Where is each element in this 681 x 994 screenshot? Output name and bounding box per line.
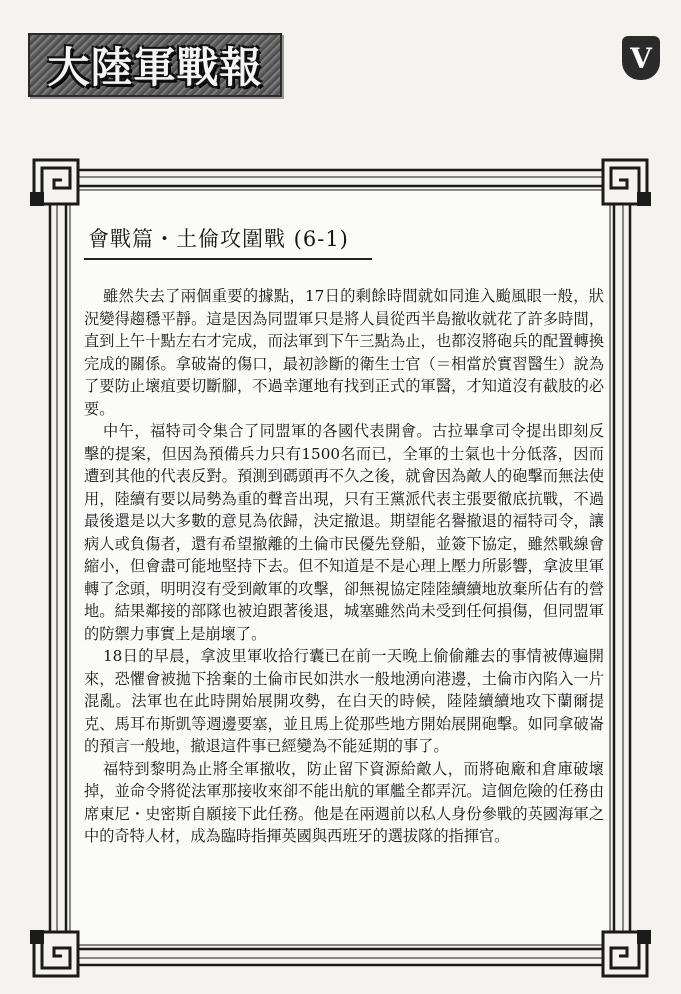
paragraph: 中午，福特司令集合了同盟軍的各國代表開會。古拉畢拿司令提出即刻反擊的提案，但因為預備兵力只有1500名而已，全軍的士氣也十分低落，因而遭到其他的代表反對。預測到碼頭再不久之後，就會因為敵人的砲擊而無法使用，陸續有要以局勢為重的聲音出現，只有王黨派代表主張要徹底抗戰，不過最後還是以大多數的意見為依歸，決定撤退。期望能名譽撤退的福特司令，讓病人或負傷者，還有希望撤離的土倫市民優先登船，並簽下協定，雖然戰線會縮小，但會盡可能地堅持下去。但不知道是不是心理上壓力所影響，拿波里軍轉了念頭，明明沒有受到敵軍的攻擊，卻無視協定陸陸續續地放棄所佔有的營地。結果鄰接的部隊也被迫跟著後退，城塞雖然尚未受到任何損傷，但同盟軍的防禦力事實上是崩壞了。	[84, 422, 604, 643]
paragraph: 福特到黎明為止將全軍撤收，防止留下資源給敵人，而將砲廠和倉庫破壞掉，並命令將從法軍那接收來卻不能出航的軍艦全都弄沉。這個危險的任務由席東尼・史密斯自願接下此任務。他是在兩週前以私人身份參戰的英國海軍之中的奇特人材，成為臨時指揮英國與西班牙的選拔隊的指揮官。	[84, 759, 604, 845]
corner-ornament-top-left	[30, 160, 78, 206]
corner-ornament-bottom-left	[30, 930, 78, 976]
banner-title: 大陸軍戰報	[47, 43, 263, 92]
volume-badge: V	[622, 36, 660, 80]
title-underline	[84, 258, 372, 260]
paragraph: 18日的早晨，拿波里軍收拾行囊已在前一天晚上偷偷離去的事情被傳遍開來，恐懼會被拋下捨棄的土倫市民如洪水一般地湧向港邊，土倫市內陷入一片混亂。法軍也在此時開始展開攻勢，在白天的時候，陸陸續續地攻下蘭爾提克、馬耳布斯凱等週邊要塞，並且馬上從那些地方開始展開砲擊。如同拿破崙的預言一般地，撤退這件事已經變為不能延期的事了。	[84, 647, 604, 755]
corner-ornament-top-right	[603, 160, 651, 206]
corner-ornament-bottom-right	[603, 930, 651, 976]
article-title: 會戰篇・土倫攻圍戰 (6-1)	[88, 227, 349, 251]
article	[84, 222, 604, 942]
article-body	[84, 285, 604, 848]
paragraph: 雖然失去了兩個重要的據點，17日的剩餘時間就如同進入颱風眼一般，狀況變得趨穩平靜。這是因為同盟軍只是將人員從西半島撤收就花了許多時間，直到上午十點左右才完成，而法軍到下午三點為止，也都沒將砲兵的配置轉換完成的關係。拿破崙的傷口，最初診斷的衛生士官（＝相當於實習醫生）說為了要防止壞疽要切斷腳，不過幸運地有找到正式的軍醫，才知道沒有截肢的必要。	[84, 287, 604, 418]
